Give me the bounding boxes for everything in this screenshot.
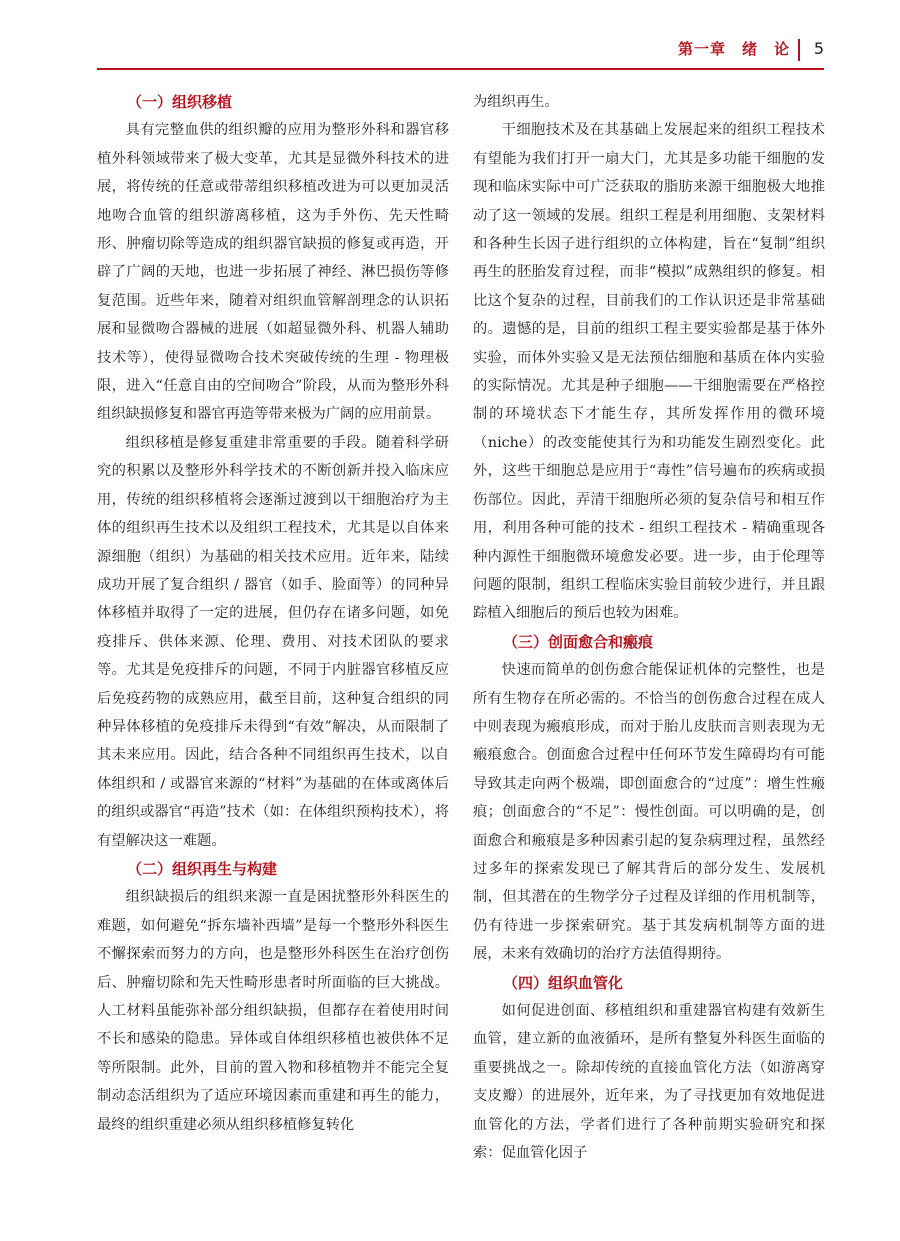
header-rule [97, 68, 824, 70]
paragraph: 如何促进创面、移植组织和重建器官构建有效新生血管，建立新的血液循环，是所有整复外科医生面临的重要挑战之一。除却传统的直接血管化方法（如游离穿支皮瓣）的进展外，近年来，为了寻找更加有效地促进血管化的方法，学者们进行了各种前期实验研究和探索：促血管化因子 [473, 1003, 825, 1162]
chapter-title: 第一章 绪 论 [677, 40, 790, 58]
running-header [0, 38, 900, 64]
paragraph: 组织缺损后的组织来源一直是困扰整形外科医生的难题，如何避免“拆东墙补西墙”是每一个整形外科医生不懈探索而努力的方向，也是整形外科医生在治疗创伤后、肿瘤切除和先天性畸形患者时所面临的巨大挑战。人工材料虽能弥补部分组织缺损，但都存在着使用时间不长和感染的隐患。异体或自体组织移植也被供体不足等所限制。此外，目前的置入物和移植物并不能完全复制动态活组织为了适应环境因素而重建和再生的能力，最终的组织重建必须从组织移植修复转化 [97, 889, 449, 1133]
paragraph: 快速而简单的创伤愈合能保证机体的完整性，也是所有生物存在所必需的。不恰当的创伤愈合过程在成人中则表现为瘢痕形成，而对于胎儿皮肤而言则表现为无瘢痕愈合。创面愈合过程中任何环节发生障碍均有可能导致其走向两个极端，即创面愈合的“过度”：增生性瘢痕；创面愈合的“不足”：慢性创面。可以明确的是，创面愈合和瘢痕是多种因素引起的复杂病理过程，虽然经过多年的探索发现已了解其背后的部分发生、发展机制，但其潜在的生物学分子过程及详细的作用机制等，仍有待进一步探索研究。基于其发病机制等方面的进展，未来有效确切的治疗方法值得期待。 [473, 662, 825, 963]
paragraph: 具有完整血供的组织瓣的应用为整形外科和器官移植外科领域带来了极大变革，尤其是显微外科技术的进展，将传统的任意或带蒂组织移植改进为可以更加灵活地吻合血管的组织游离移植，这为手外伤、先天性畸形、肿瘤切除等造成的组织器官缺损的修复或再造，开辟了广阔的天地，也进一步拓展了神经、淋巴损伤等修复范围。近些年来，随着对组织血管解剖理念的认识拓展和显微吻合器械的进展（如超显微外科、机器人辅助技术等），使得显微吻合技术突破传统的生理 - 物理极限，进入“任意自由的空间吻合”阶段，从而为整形外科组织缺损修复和器官再造等带来极为广阔的应用前景。 [97, 122, 449, 423]
paragraph: 组织移植是修复重建非常重要的手段。随着科学研究的积累以及整形外科学技术的不断创新并投入临床应用，传统的组织移植将会逐渐过渡到以干细胞治疗为主体的组织再生技术以及组织工程技术，尤其是以自体来源细胞（组织）为基础的相关技术应用。近年来，陆续成功开展了复合组织 / 器官（如手、脸面等）的同种异体移植并取得了一定的进展，但仍存在诸多问题，如免疫排斥、供体来源、伦理、费用、对技术团队的要求等。尤其是免疫排斥的问题，不同于内脏器官移植反应后免疫药物的成熟应用，截至目前，这种复合组织的同种异体移植的免疫排斥未得到“有效”解决，从而限制了其未来应用。因此，结合各种不同组织再生技术，以自体组织和 / 或器官来源的“材料”为基础的在体或离体后的组织或器官“再造”技术（如：在体组织预构技术），将有望解决这一难题。 [97, 434, 449, 849]
header-separator [798, 39, 800, 61]
section-heading-wound-healing: （三）创面愈合和瘢痕 [503, 632, 654, 651]
paragraph: 干细胞技术及在其基础上发展起来的组织工程技术有望能为我们打开一扇大门，尤其是多功能干细胞的发现和临床实际中可广泛获取的脂肪来源干细胞极大地推动了这一领域的发展。组织工程是利用细胞、支架材料和各种生长因子进行组织的立体构建，旨在“复制”组织再生的胚胎发育过程，而非“模拟”成熟组织的修复。相比这个复杂的过程，目前我们的工作认识还是非常基础的。遗憾的是，目前的组织工程主要实验都是基于体外实验，而体外实验又是无法预估细胞和基质在体内实验的实际情况。尤其是种子细胞——干细胞需要在严格控制的环境状态下才能生存，其所发挥作用的微环境（niche）的改变能使其行为和功能发生剧烈变化。此外，这些干细胞总是应用于“毒性”信号遍布的疾病或损伤部位。因此，弄清干细胞所必须的复杂信号和相互作用，利用各种可能的技术 - 组织工程技术 - 精确重现各种内源性干细胞微环境愈发必要。进一步，由于伦理等问题的限制，组织工程临床实验目前较少进行，并且跟踪植入细胞后的预后也较为困难。 [473, 122, 825, 622]
section-heading-tissue-transplantation: （一）组织移植 [127, 93, 233, 111]
section-heading-tissue-regeneration: （二）组织再生与构建 [127, 859, 278, 878]
left-column [97, 88, 449, 1139]
right-column [473, 88, 825, 1167]
paragraph-continuation: 为组织再生。 [473, 94, 559, 110]
page-number: 5 [813, 39, 824, 58]
section-heading-vascularization: （四）组织血管化 [503, 973, 624, 992]
